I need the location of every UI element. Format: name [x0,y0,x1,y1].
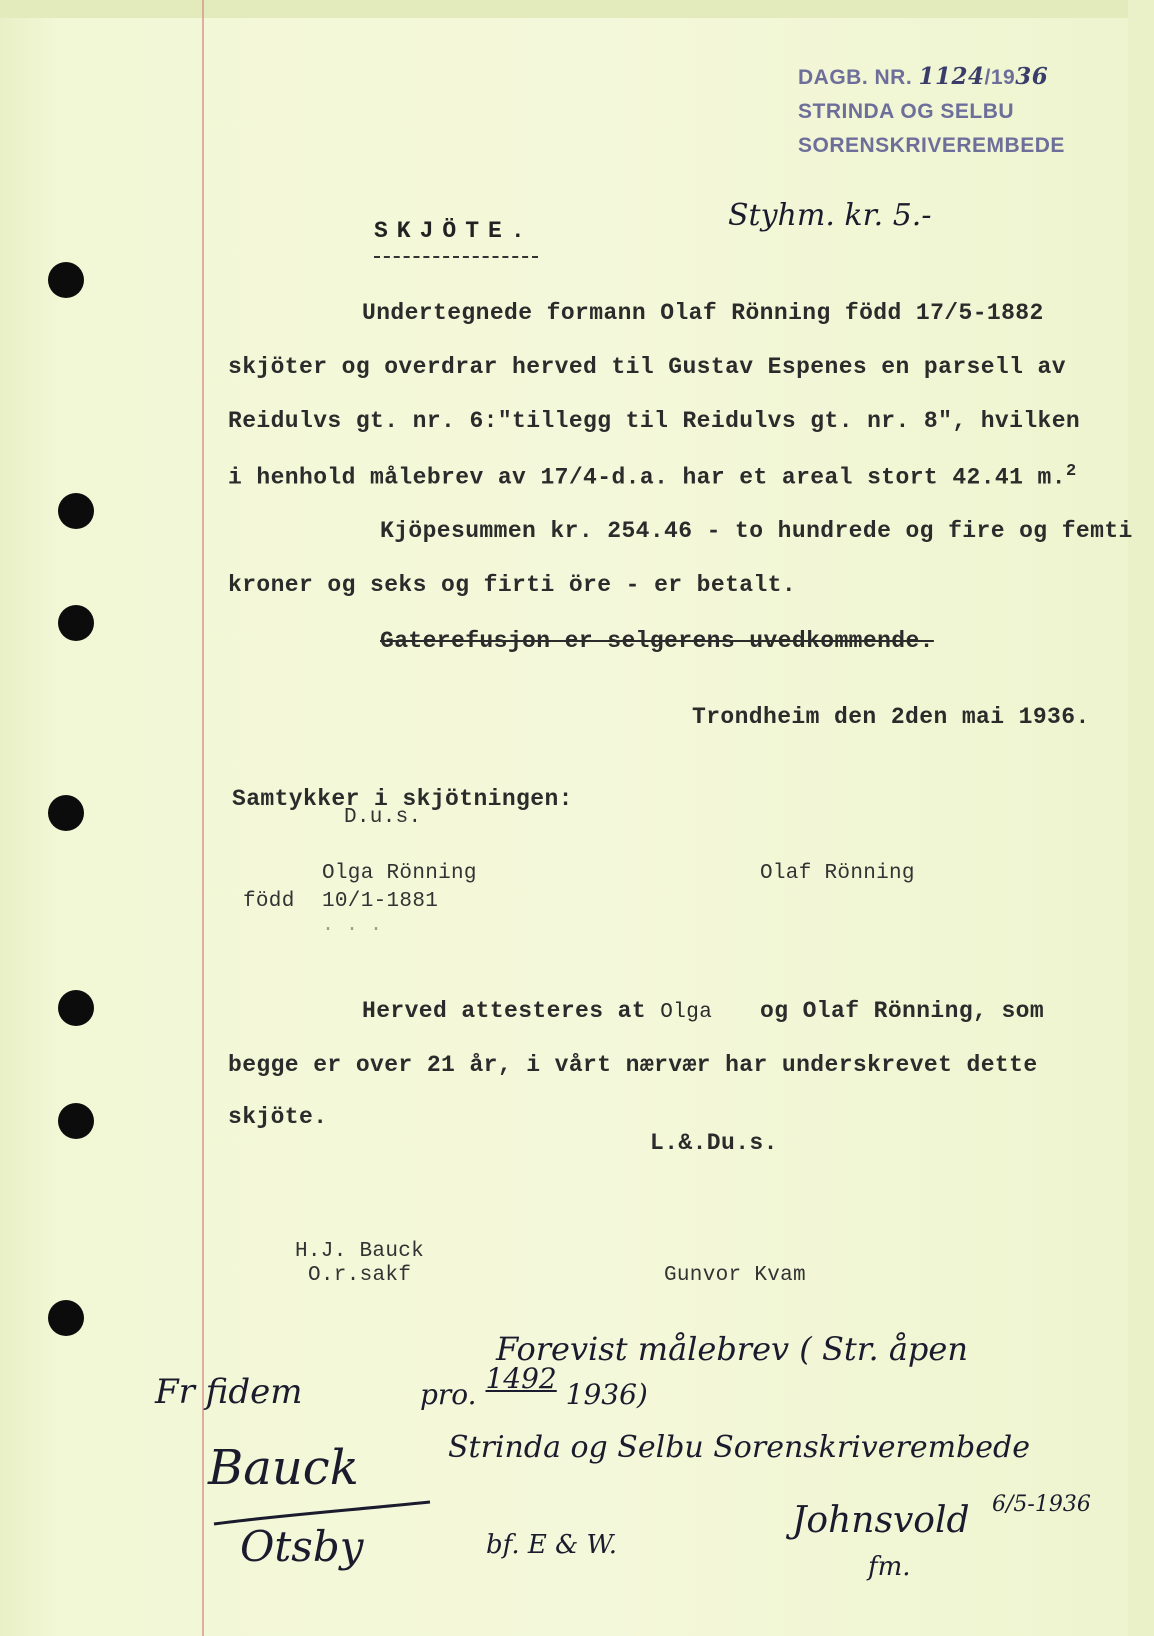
body-line: skjöter og overdrar herved til Gustav Espenes en parsell av [228,354,1066,380]
binder-hole [58,605,94,641]
handwritten-note-line-1: Forevist målebrev ( Str. åpen [496,1330,968,1368]
witness-right-name: Gunvor Kvam [664,1264,806,1287]
binder-hole [58,990,94,1026]
signatory-name-right: Olaf Rönning [760,862,915,885]
binder-hole [48,1300,84,1336]
witness-left-name: H.J. Bauck [295,1240,425,1263]
attest-line: skjöte. [228,1104,328,1130]
handwritten-note-line-3: Strinda og Selbu Sorenskriverembede [448,1430,1030,1465]
binder-hole [48,262,84,298]
body-line: kroner og seks og firti öre - er betalt. [228,572,797,598]
signature-bottom-right: Johnsvold [792,1500,970,1541]
handwritten-note-line-2: pro. 1492 1936) [420,1362,648,1411]
witness-left-title: O.r.sakf [308,1264,412,1287]
attest-lds: L.&.Du.s. [650,1130,778,1156]
signature-second: Otsby [240,1522,364,1571]
attest-line: og Olaf Rönning, som [760,998,1045,1024]
birth-date: 10/1-1881 [322,890,439,913]
stamp-line-3: SORENSKRIVEREMBEDE [798,134,1065,157]
page-top-edge [0,0,1154,18]
body-line: Kjöpesummen kr. 254.46 - to hundrede og fire og femti [380,518,1133,544]
binder-hole [48,795,84,831]
consent-dus: D.u.s. [344,806,422,829]
body-line: Reidulvs gt. nr. 6:"tillegg til Reidulvs gt. nr. 8", hvilken [228,408,1081,434]
signatory-name-left: Olga Rönning [322,862,477,885]
document-title: SKJÖTE. [374,218,534,244]
body-line: Undertegnede formann Olaf Rönning född 17/5-1882 [362,300,1044,326]
page-right-edge [1128,0,1154,1636]
handwritten-fidem: Fr fidem [155,1372,303,1412]
consent-heading: Samtykker i skjötningen: [232,786,573,812]
binder-hole [58,493,94,529]
binder-hole [58,1103,94,1139]
handwritten-date: 6/5-1936 [992,1492,1091,1517]
struck-out-line: Gaterefusjon er selgerens uvedkommende. [380,628,934,654]
superscript-squared: 2 [1065,462,1077,481]
title-underline [374,256,538,258]
birth-label: född [243,890,295,913]
handwritten-bf: bf. E & W. [486,1530,617,1560]
signature-bauck: Bauck [208,1440,359,1496]
stamp-line-1: DAGB. NR. 1124/1936 [798,63,1049,90]
stamp-line-2: STRINDA OG SELBU [798,100,1015,123]
stamp-journal-number: 1124 [918,63,985,90]
attest-line: Herved attesteres at Olga [362,998,713,1024]
date-line: Trondheim den 2den mai 1936. [692,704,1090,730]
registry-stamp [798,60,1065,163]
body-line: i henhold målebrev av 17/4-d.a. har et areal stort 42.41 m.$^2$ [228,462,1077,491]
handwritten-header-note: Styhm. kr. 5.- [728,198,932,233]
faint-mark: · · · [322,918,383,941]
signature-bottom-right-title: fm. [868,1552,911,1582]
attest-line: begge er over 21 år, i vårt nærvær har underskrevet dette [228,1052,1038,1078]
